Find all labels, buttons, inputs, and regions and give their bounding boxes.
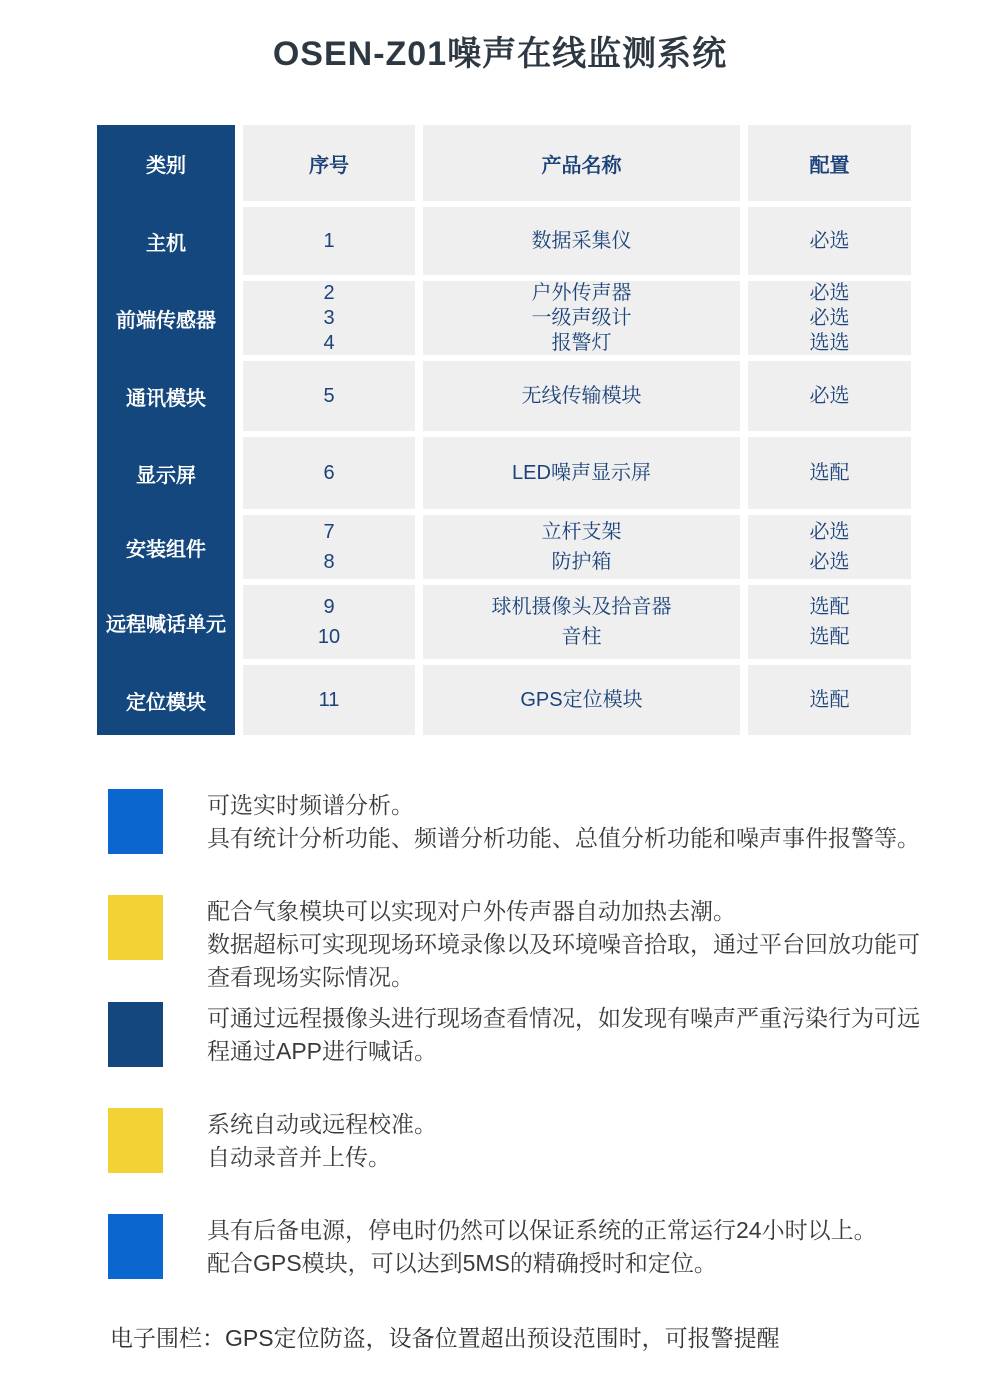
item-config: 选配 (809, 596, 850, 618)
item-name: 无线传输模块 (521, 384, 642, 407)
blue-swatch-icon (108, 789, 163, 854)
header-category: 类别 (146, 154, 186, 177)
item-config: 必选 (809, 384, 850, 407)
item-name: 一级声级计 (531, 306, 632, 329)
feature-line: 数据超标可实现现场环境录像以及环境噪音拾取，通过平台回放功能可查看现场实际情况。 (207, 931, 920, 990)
feature-item (108, 1214, 938, 1280)
feature-line: 具有统计分析功能、频谱分析功能、总值分析功能和噪声事件报警等。 (207, 825, 920, 851)
no-cell (243, 361, 415, 431)
item-config: 必选 (809, 229, 850, 252)
item-no: 9 (323, 596, 335, 618)
feature-text (207, 1214, 877, 1280)
feature-line: 自动录音并上传。 (207, 1144, 391, 1170)
navy-swatch-icon (108, 1002, 163, 1067)
page-title: OSEN-Z01噪声在线监测系统 (272, 35, 728, 73)
config-cell (748, 515, 911, 579)
item-name: 户外传声器 (531, 281, 632, 304)
table-row (97, 515, 911, 579)
config-cell (748, 585, 911, 659)
config-cell (748, 665, 911, 735)
item-name: 数据采集仪 (531, 229, 632, 252)
item-name: 防护箱 (551, 551, 612, 573)
item-config: 必选 (809, 551, 850, 573)
item-no: 8 (323, 551, 335, 573)
feature-item (108, 895, 938, 994)
item-no: 7 (323, 521, 335, 543)
header-name: 产品名称 (423, 125, 740, 201)
category-cell: 远程喊话单元 (106, 613, 226, 636)
name-cell (423, 665, 740, 735)
name-cell (423, 361, 740, 431)
product-table (97, 125, 911, 735)
header-no: 序号 (243, 125, 415, 201)
config-cell (748, 207, 911, 275)
config-cell (748, 361, 911, 431)
category-cell: 前端传感器 (116, 309, 216, 332)
item-name: 音柱 (561, 626, 602, 648)
category-cell: 安装组件 (126, 538, 206, 561)
header-config: 配置 (748, 125, 911, 201)
no-cell (243, 207, 415, 275)
blue-swatch-icon (108, 1214, 163, 1279)
feature-text (207, 789, 920, 855)
feature-item (108, 1108, 938, 1174)
category-cell: 通讯模块 (126, 387, 206, 410)
config-cell (748, 437, 911, 509)
table-row (97, 281, 911, 355)
yellow-swatch-icon (108, 1108, 163, 1173)
table-row (97, 207, 911, 275)
name-cell (423, 437, 740, 509)
feature-text (207, 1108, 437, 1174)
item-config: 选配 (809, 461, 850, 484)
item-no: 1 (323, 229, 335, 252)
item-config: 必选 (809, 521, 850, 543)
item-config: 选配 (809, 626, 850, 648)
item-no: 5 (323, 384, 335, 407)
item-config: 必选 (809, 306, 850, 329)
item-name: 报警灯 (551, 331, 612, 354)
feature-line: 可通过远程摄像头进行现场查看情况，如发现有噪声严重污染行为可远程通过APP进行喊话。 (207, 1005, 920, 1064)
item-no: 11 (318, 688, 340, 711)
item-no: 4 (323, 331, 335, 354)
table-header-row (97, 125, 911, 201)
table-row (97, 437, 911, 509)
feature-line: 配合气象模块可以实现对户外传声器自动加热去潮。 (207, 898, 736, 924)
feature-item (108, 1002, 938, 1068)
feature-list (108, 789, 938, 1280)
item-no: 6 (323, 461, 335, 484)
item-name: GPS定位模块 (520, 688, 643, 711)
category-cell: 显示屏 (136, 464, 196, 487)
item-name: 球机摄像头及拾音器 (491, 596, 672, 618)
feature-text (207, 1002, 932, 1068)
no-cell (243, 515, 415, 579)
item-config: 选配 (809, 688, 850, 711)
footer-note: 电子围栏：GPS定位防盗，设备位置超出预设范围时，可报警提醒 (110, 1325, 780, 1351)
no-cell (243, 281, 415, 355)
category-cell: 定位模块 (126, 691, 206, 714)
table-row (97, 361, 911, 431)
category-cell: 主机 (146, 232, 186, 255)
item-no: 10 (317, 626, 341, 648)
no-cell (243, 437, 415, 509)
item-no: 3 (323, 306, 335, 329)
item-name: LED噪声显示屏 (512, 461, 651, 484)
no-cell (243, 585, 415, 659)
name-cell (423, 515, 740, 579)
config-cell (748, 281, 911, 355)
feature-text (207, 895, 932, 994)
item-no: 2 (323, 281, 335, 304)
item-config: 必选 (809, 281, 850, 304)
feature-line: 配合GPS模块，可以达到5MS的精确授时和定位。 (207, 1250, 717, 1276)
table-row (97, 665, 911, 735)
name-cell (423, 207, 740, 275)
name-cell (423, 281, 740, 355)
feature-line: 具有后备电源，停电时仍然可以保证系统的正常运行24小时以上。 (207, 1217, 877, 1243)
table-row (97, 585, 911, 659)
feature-line: 可选实时频谱分析。 (207, 792, 414, 818)
item-config: 选选 (809, 331, 850, 354)
yellow-swatch-icon (108, 895, 163, 960)
feature-item (108, 789, 938, 855)
item-name: 立杆支架 (541, 521, 622, 543)
no-cell (243, 665, 415, 735)
feature-line: 系统自动或远程校准。 (207, 1111, 437, 1137)
name-cell (423, 585, 740, 659)
